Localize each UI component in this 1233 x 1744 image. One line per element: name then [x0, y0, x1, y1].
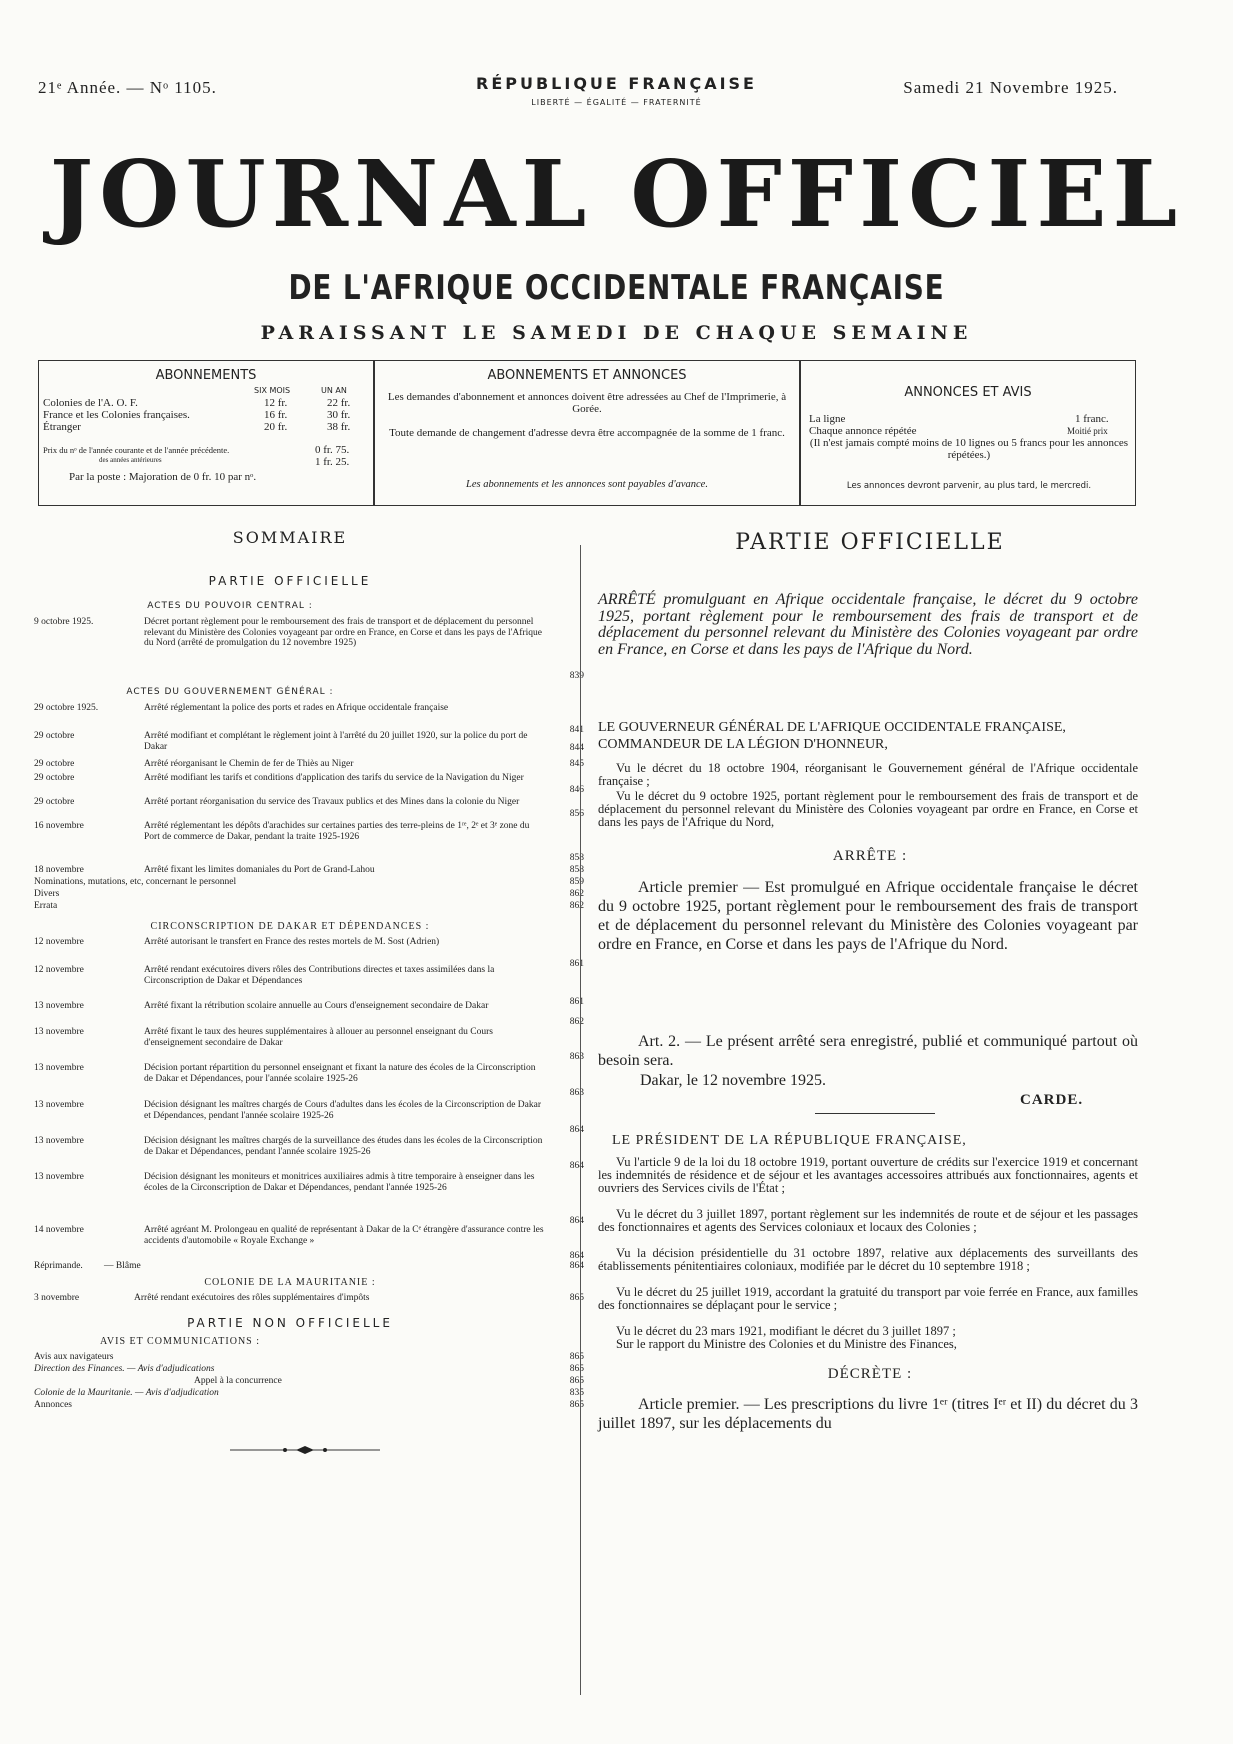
- entry-page: 865: [569, 1364, 584, 1374]
- entry-date: 29 octobre: [34, 731, 75, 741]
- poste-majoration: Par la poste : Majoration de 0 fr. 10 par nᵒ.: [69, 471, 257, 483]
- abo-row-six: 12 fr.: [264, 397, 288, 409]
- entry-page: 858: [569, 865, 584, 875]
- entry-date: 13 novembre: [34, 1172, 84, 1182]
- column-divider: [580, 545, 581, 1695]
- entry-text: Arrêté réglementant les dépôts d'arachides sur certaines parties des terre-pleins de 1ʳᵉ, 2ᵉ et 3ᵉ zone du Port de commerce de Dakar, pendant la traite 1925-1926: [144, 821, 530, 842]
- entry-date: 18 novembre: [34, 865, 84, 875]
- entry-date: 12 novembre: [34, 965, 84, 975]
- entry-text: Arrêté réorganisant le Chemin de fer de Thiès au Niger: [144, 759, 354, 769]
- entry-page: 865: [569, 1352, 584, 1362]
- entry-date: 9 octobre 1925.: [34, 617, 94, 627]
- lieu-date: Dakar, le 12 novembre 1925.: [640, 1072, 826, 1089]
- issue-date: Samedi 21 Novembre 1925.: [903, 78, 1118, 97]
- abonnements-annonces-title: ABONNEMENTS ET ANNONCES: [487, 368, 687, 383]
- entry-text: Arrêté fixant le taux des heures supplémentaires à allouer au personnel enseignant du Cours d'enseignement secondaire de Dakar: [144, 1027, 494, 1048]
- entry-text: Colonie de la Mauritanie. — Avis d'adjudication: [34, 1388, 219, 1398]
- entry-page: 864: [569, 1216, 584, 1226]
- entry-date: 13 novembre: [34, 1027, 84, 1037]
- ornament-rule: [230, 1445, 380, 1455]
- abo-row-six: 20 fr.: [264, 421, 288, 433]
- decret-article-premier: Article premier. — Les prescriptions du livre 1ᵉʳ (titres Iᵉʳ et II) du décret du 3 juillet 1897, sur les déplacements du: [598, 1396, 1138, 1432]
- entry-text: Divers: [34, 889, 60, 899]
- entry-date: 16 novembre: [34, 821, 84, 831]
- delai-annonces: Les annonces devront parvenir, au plus tard, le mercredi.: [846, 481, 1092, 491]
- entry-page: 841: [569, 725, 584, 735]
- entry-page: 861: [569, 997, 584, 1007]
- journal-subtitle: DE L'AFRIQUE OCCIDENTALE FRANÇAISE: [288, 268, 945, 308]
- vu-loi-1919: Vu l'article 9 de la loi du 18 octobre 1919, portant ouverture de crédits sur l'exercice 1919 et concernant les indemnités de résidence et de séjour et les avantages accessoires attribués aux fonctionnaires, agents et ouvriers des Services civils de l'État ;: [598, 1155, 1138, 1195]
- abo-row-an: 30 fr.: [327, 409, 351, 421]
- separator-rule: [815, 1113, 935, 1114]
- vu-decret-1897: Vu le décret du 3 juillet 1897, portant règlement sur les indemnités de route et de séjour et les passages des fonctionnaires et agents des Services coloniaux et locaux des Colonies ;: [598, 1207, 1138, 1234]
- devise: LIBERTÉ — ÉGALITÉ — FRATERNITÉ: [531, 98, 702, 107]
- entry-date: 13 novembre: [34, 1001, 84, 1011]
- entry-page: 835: [569, 1388, 584, 1398]
- demandes-text: Les demandes d'abonnement et annonces doivent être adressées au Chef de l'Imprimerie, à Gorée.: [387, 391, 787, 415]
- changement-adresse-text: Toute demande de changement d'adresse devra être accompagnée de la somme de 1 franc.: [389, 427, 785, 439]
- entry-date: 13 novembre: [34, 1063, 84, 1073]
- prix-anterieur: 1 fr. 25.: [315, 456, 350, 468]
- partie-officielle-heading: PARTIE OFFICIELLE: [208, 574, 372, 588]
- prix-anterieur-label: des années antérieures: [99, 456, 162, 464]
- entry-page: 865: [569, 1293, 584, 1303]
- entry-page: 865: [569, 1376, 584, 1386]
- president-line: LE PRÉSIDENT DE LA RÉPUBLIQUE FRANÇAISE,: [612, 1133, 967, 1148]
- entry-page: 864: [569, 1161, 584, 1171]
- entry-text: Arrêté agréant M. Prolongeau en qualité de représentant à Dakar de la Cᵉ étrangère d'assurance contre les accidents d'automobile « Royale Exchange »: [144, 1225, 544, 1246]
- vu-decret-1921: Vu le décret du 23 mars 1921, modifiant le décret du 3 juillet 1897 ;: [616, 1324, 956, 1338]
- actes-gouv-heading: ACTES DU GOUVERNEMENT GÉNÉRAL :: [126, 687, 334, 697]
- entry-text: Décision désignant les maîtres chargés de la surveillance des études dans les écoles de la Circonscription de Dakar et Dépendances, pendant l'année scolaire 1925-26: [144, 1136, 543, 1157]
- sur-rapport: Sur le rapport du Ministre des Colonies et du Ministre des Finances,: [616, 1337, 957, 1351]
- sommaire-title: SOMMAIRE: [232, 528, 348, 547]
- annonces-avis-box: [800, 360, 1136, 506]
- entry-text: Arrêté rendant exécutoires des rôles supplémentaires d'impôts: [134, 1293, 370, 1303]
- vu-decision-1897: Vu la décision présidentielle du 31 octobre 1897, relative aux déplacements des surveillants des établissements pénitentiaires coloniaux, modifiée par le décret du 10 septembre 1918 ;: [598, 1246, 1138, 1273]
- signature-carde: CARDE.: [1020, 1092, 1084, 1108]
- parution-line: PARAISSANT LE SAMEDI DE CHAQUE SEMAINE: [260, 322, 973, 344]
- entry-page: 862: [569, 889, 584, 899]
- vu-decret-1919: Vu le décret du 25 juillet 1919, accordant la gratuité du transport par voie ferrée en France, aux familles des fonctionnaires se déplaçant pour le service ;: [598, 1285, 1138, 1312]
- abo-row-label: Colonies de l'A. O. F.: [43, 397, 138, 409]
- repetee-note: (Il n'est jamais compté moins de 10 lignes ou 5 francs pour les annonces répétées.): [809, 437, 1129, 461]
- prix-numero-label: Prix du nᵒ de l'année courante et de l'année précédente.: [43, 445, 230, 455]
- payable-avance-text: Les abonnements et les annonces sont payables d'avance.: [466, 479, 708, 490]
- entry-date: 13 novembre: [34, 1136, 84, 1146]
- entry-text: Annonces: [34, 1400, 72, 1410]
- entry-page: 845: [569, 759, 584, 769]
- entry-page: 839: [569, 671, 584, 681]
- partie-officielle-title: PARTIE OFFICIELLE: [735, 530, 1005, 555]
- entry-text: Arrêté modifiant les tarifs et conditions d'application des tarifs du service de la Navigation du Niger: [144, 773, 524, 783]
- arrete-heading: ARRÊTE :: [832, 848, 908, 864]
- entry-text: Arrêté rendant exécutoires divers rôles des Contributions directes et taxes assimilées dans la Circonscription de Dakar et Dépendances: [144, 965, 495, 986]
- abonnements-annonces-box: [374, 360, 800, 506]
- abo-row-six: 16 fr.: [264, 409, 288, 421]
- colonie-mauritanie-heading: COLONIE DE LA MAURITANIE :: [204, 1277, 376, 1288]
- article-premier: Article premier — Est promulgué en Afrique occidentale française le décret du 9 octobre 1925, portant règlement pour le remboursement des frais de transport et de déplacement du personnel relevant du Ministère des Colonies voyageant par ordre en France, en Corse et dans les pays de l'Afrique du Nord.: [598, 879, 1138, 953]
- entry-date: 29 octobre: [34, 759, 75, 769]
- avis-communications-heading: AVIS ET COMMUNICATIONS :: [99, 1336, 261, 1347]
- entry-text: Décision portant répartition du personnel enseignant et fixant la nature des écoles de la Circonscription de Dakar et Dépendances, pour l'année scolaire 1925-26: [144, 1063, 536, 1084]
- republique-heading: RÉPUBLIQUE FRANÇAISE: [476, 74, 757, 93]
- gouverneur-line: LE GOUVERNEUR GÉNÉRAL DE L'AFRIQUE OCCIDENTALE FRANÇAISE, COMMANDEUR DE LA LÉGION D'HONNEUR,: [598, 720, 1066, 752]
- entry-page: 861: [569, 959, 584, 969]
- entry-page: 863: [569, 1088, 584, 1098]
- entry-date: 12 novembre: [34, 937, 84, 947]
- entry-page: 858: [569, 853, 584, 863]
- entry-text: Arrêté modifiant et complétant le règlement joint à l'arrêté du 20 juillet 1920, sur la police du port de Dakar: [144, 731, 528, 752]
- journal-title: JOURNAL OFFICIEL: [49, 140, 1184, 248]
- entry-text: Arrêté autorisant le transfert en France des restes mortels de M. Sost (Adrien): [144, 937, 440, 947]
- entry-text: Arrêté réglementant la police des ports et rades en Afrique occidentale française: [144, 703, 449, 713]
- entry-text: Décret portant règlement pour le remboursement des frais de transport et de déplacement du personnel relevant du Ministère des Colonies voyageant par ordre en France, en Corse et dans les pays de l'Afrique du Nord (arrêté de promulgation du 12 novembre 1925): [144, 617, 542, 648]
- arrete-title: ARRÊTÉ promulguant en Afrique occidentale française, le décret du 9 octobre 1925, portant règlement pour le remboursement des frais de transport et de déplacement du personnel relevant du Ministère des Colonies voyageant par ordre en France, en Corse et dans les pays de l'Afrique du Nord.: [598, 591, 1138, 658]
- decrete-heading: DÉCRÈTE :: [827, 1366, 913, 1382]
- entry-text: Arrêté portant réorganisation du service des Travaux publics et des Mines dans la colonie du Niger: [144, 797, 520, 807]
- entry-date: 29 octobre: [34, 797, 75, 807]
- prix-numero: 0 fr. 75.: [315, 444, 350, 456]
- ligne-label: La ligne: [809, 413, 846, 425]
- entry-date: Réprimande.: [34, 1261, 83, 1271]
- entry-text: Décision désignant les moniteurs et monitrices auxiliaires admis à titre temporaire à enseigner dans les écoles de la Circonscription de Dakar et Dépendances, pendant l'année 1925-26: [144, 1172, 535, 1193]
- entry-page: 862: [569, 901, 584, 911]
- entry-page: 856: [569, 809, 584, 819]
- entry-page: 846: [569, 785, 584, 795]
- entry-date: 13 novembre: [34, 1100, 84, 1110]
- article-2: Art. 2. — Le présent arrêté sera enregistré, publié et communiqué partout où besoin sera.: [598, 1033, 1138, 1069]
- vu-decret-1904: Vu le décret du 18 octobre 1904, réorganisant le Gouvernement général de l'Afrique occidentale française ;: [598, 761, 1138, 788]
- entry-text: Errata: [34, 901, 58, 911]
- abo-row-label: Étranger: [43, 421, 81, 433]
- entry-page: 863: [569, 1052, 584, 1062]
- repetee-label: Chaque annonce répétée: [809, 425, 917, 437]
- ligne-prix: 1 franc.: [1075, 413, 1109, 425]
- entry-text: Avis aux navigateurs: [34, 1352, 114, 1362]
- entry-page: 844: [569, 743, 584, 753]
- abo-row-an: 38 fr.: [327, 421, 351, 433]
- un-an-header: UN AN: [321, 386, 347, 395]
- partie-non-officielle-heading: PARTIE NON OFFICIELLE: [187, 1316, 393, 1330]
- entry-page: 864: [569, 1261, 584, 1271]
- abonnements-box: [38, 360, 374, 506]
- vu-decret-1925: Vu le décret du 9 octobre 1925, portant règlement pour le remboursement des frais de transport et de déplacement du personnel relevant du Ministère des Colonies voyageant par ordre en France, en Corse et dans les pays de l'Afrique du Nord,: [598, 789, 1138, 829]
- entry-page: 862: [569, 1017, 584, 1027]
- entry-text: Décision désignant les maîtres chargés de Cours d'adultes dans les écoles de la Circonscription de Dakar et Dépendances, pendant l'année scolaire 1925-26: [144, 1100, 541, 1121]
- circ-dakar-heading: CIRCONSCRIPTION DE DAKAR ET DÉPENDANCES :: [150, 921, 430, 932]
- abo-row-label: France et les Colonies françaises.: [43, 409, 190, 421]
- entry-page: 859: [569, 877, 584, 887]
- repetee-prix: Moitié prix: [1067, 426, 1108, 436]
- entry-page: 865: [569, 1400, 584, 1410]
- entry-date: 3 novembre: [34, 1293, 80, 1303]
- six-mois-header: SIX MOIS: [254, 386, 291, 395]
- annonces-avis-title: ANNONCES ET AVIS: [904, 385, 1032, 400]
- entry-text: Arrêté fixant la rétribution scolaire annuelle au Cours d'enseignement secondaire de Dakar: [144, 1001, 489, 1011]
- entry-date: 29 octobre 1925.: [34, 703, 99, 713]
- year-number: 21ᵉ Année. — Nᵒ 1105.: [38, 78, 217, 97]
- entry-text: Nominations, mutations, etc, concernant le personnel: [34, 877, 237, 887]
- entry-page: 864: [569, 1251, 584, 1261]
- abo-row-an: 22 fr.: [327, 397, 351, 409]
- abonnements-title: ABONNEMENTS: [155, 368, 257, 383]
- entry-text: Arrêté fixant les limites domaniales du Port de Grand-Lahou: [144, 865, 375, 875]
- entry-page: 864: [569, 1125, 584, 1135]
- entry-text: Appel à la concurrence: [194, 1376, 282, 1386]
- actes-pouvoir-heading: ACTES DU POUVOIR CENTRAL :: [147, 601, 313, 611]
- entry-date: 29 octobre: [34, 773, 75, 783]
- entry-text: Direction des Finances. — Avis d'adjudications: [34, 1364, 215, 1374]
- entry-date: 14 novembre: [34, 1225, 84, 1235]
- entry-text: — Blâme: [104, 1261, 141, 1271]
